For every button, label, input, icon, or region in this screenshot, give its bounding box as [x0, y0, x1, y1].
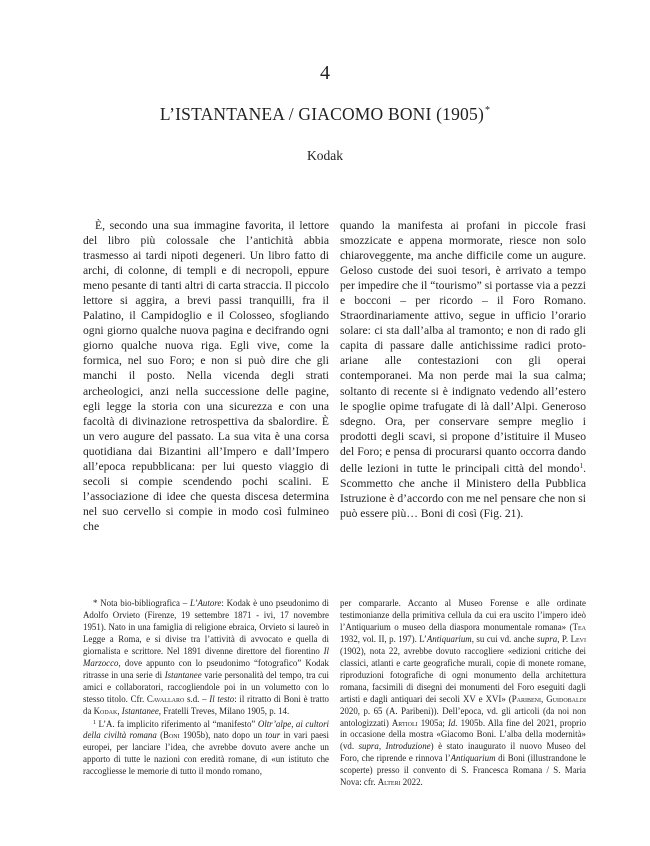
footnotes-column-right	[340, 598, 586, 789]
body-text: quando la manifesta ai profani in piccole frasi smozzicate e appena mormorate, riesce non solo chiaroveggente, ma anche difficile come un augure. Geloso custode dei suoi tesori, è arrivato a tempo per impedire che il “tourismo” si portasse via a pezzi e bocconi – per ricordo – il Foro Romano. Straordinariamente attivo, segue in ufficio l’orario solare: ci sta dall’alba al tramonto; e non di rado gli capita di passare dalle antichissime radici proto-ariane alle contestazioni con gli operai contemporanei. Ma non perde mai la sua calma; soltanto di recente si è indignato vedendo all’estero le spoglie opime trafugate di là dall’Alpi. Generoso sdegno. Ora, per conservare sempre meglio i prodotti degli scavi, si propone d’istituire il Museo del Foro; e pensa di procurarsi quanto occorra dando delle lezioni in tutte le principali città del mondo	[340, 219, 586, 475]
footnote-number: 1	[93, 719, 96, 726]
body-column-right	[340, 218, 586, 521]
footnote-bio: * Nota bio-bibliografica – L’Autore: Kodak è uno pseudonimo di Adolfo Orvieto (Firenze, 19 settembre 1871 - ivi, 17 novembre 1951). Nato in una famiglia di religione ebraica, Orvieto si laureò in Legge a Roma, e si divise tra l’attività di avvocato e quella di giornalista e scrittore. Nel 1891 divenne direttore del fiorentino Il Marzocco, dove appunto con lo pseudonimo “fotografico” Kodak ritrasse in una serie di Istantanee varie personalità del tempo, tra cui amici e collaboratori, raccogliendole poi in un volumetto con lo stesso titolo. Cfr. Cavallaro s.d. – Il testo: il ritratto di Boni è tratto da Kodak, Istantanee, Fratelli Treves, Milano 1905, p. 14.	[83, 598, 329, 716]
body-paragraph	[340, 218, 586, 521]
body-paragraph: È, secondo una sua immagine favorita, il lettore del libro più colossale che l’antichità abbia trasmesso ai tardi nipoti degeneri. Un libro fatto di archi, di colonne, di templi e di necropoli, eppure meno pesante di tanti altri di carta straccia. Il piccolo lettore si aggira, a brevi passi tranquilli, fra il Palatino, il Campidoglio e il Colosseo, sfogliando ogni giorno qualche nuova pagina e decifrando ogni giorno qualche nuova riga. Egli vive, come la formica, nel suo Foro; e non si può dire che gli manchi il posto. Nella vicenda degli strati archeologici, anzi nella successione delle pagine, egli legge la storia con una sicurezza e con una facoltà di divinazione retrospettiva da sbalordire. È un vero augure del passato. La sua vita è una corsa quotidiana dai Bizantini all’Impero e dall’Impero all’epoca repubblicana: per lui questo viaggio di secoli si compie scendendo pochi scalini. E l’associazione di idee che questa discesa determina nel suo cervello si compie in modo così fulmineo che	[83, 219, 329, 533]
chapter-title	[0, 104, 650, 125]
author-name: Kodak	[307, 148, 343, 163]
footnote-1-continued: per compararle. Accanto al Museo Forense e alle ordinate testimonianze della primitiva cellula da cui era uscito l’impero ideò l’Antiquarium o museo della diaspora monumentale romana» (Tea 1932, vol. II, p. 197). L’Antiquarium, su cui vd. anche supra, P. Levi (1902), nota 22, avrebbe dovuto raccogliere «edizioni critiche dei classici, atlanti e carte geografiche murali, copie di monete romane, riproduzioni fotografiche di ogni monumento della architettura romana, facsimili di disegni dei monumenti del Foro eseguiti dagli artisti e dagli antiquari dei secoli XV e XVI» (Paribeni, Guidobaldi 2020, p. 65 (A. Paribeni)). Dell’epoca, vd. gli articoli (da noi non antologizzati) Artioli 1905a; Id. 1905b. Alla fine del 2021, proprio in occasione della mostra «Giacomo Boni. L’alba della modernità» (vd. supra, Introduzione) è stato inaugurato il nuovo Museo del Foro, che riprende e rinnova l’Antiquarium di Boni (illustrandone le scoperte) presso il convento di S. Francesca Romana / S. Maria Nova: cfr. Alteri 2022.	[340, 598, 587, 788]
footnote-ref: 1	[579, 461, 584, 470]
footnote-mark: *	[93, 598, 98, 608]
body-text-end: . Scommetto che anche il Ministero della Pubblica Istruzione è d’accordo con me nel pensare che non si può essere più… Boni di così (Fig. 21).	[340, 461, 586, 520]
footnotes-column-left	[83, 598, 329, 778]
chapter-number: 4	[320, 62, 330, 84]
body-column-left	[83, 218, 329, 534]
footnote-1: $^1$ L’A. fa implicito riferimento al “manifesto” Oltr’alpe, ai cultori della civiltà romana (Boni 1905b), nato dopo un tour in vari paesi europei, per lanciare l’idea, che avrebbe dovuto avere anche un apporto di tutte le nazioni con eredità romane, di «un istituto che raccogliesse le memorie di tutto il mondo romano,	[83, 718, 329, 777]
chapter-title-text: L’ISTANTANEA / GIACOMO BONI (1905)	[159, 104, 484, 124]
footnote-mark: *	[484, 105, 491, 116]
